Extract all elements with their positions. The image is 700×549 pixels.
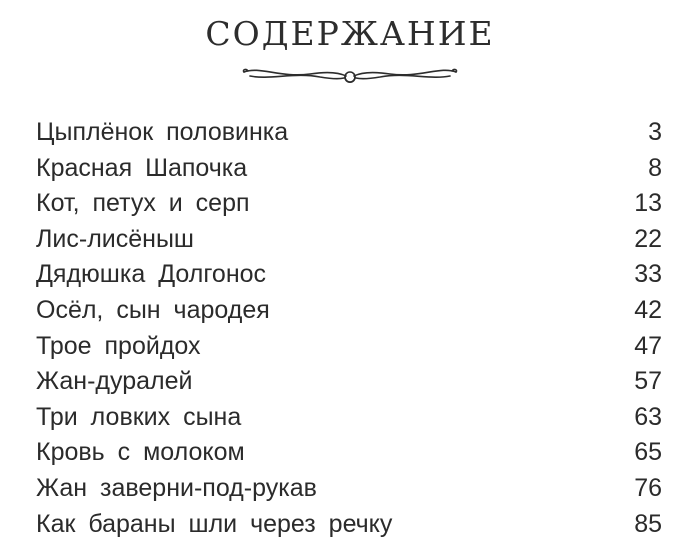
dot-leader	[207, 353, 629, 354]
toc-entry-page-number: 42	[634, 295, 662, 324]
toc-entry[interactable]	[36, 403, 662, 439]
toc-entry[interactable]	[36, 260, 662, 296]
toc-entry-page-number: 57	[634, 367, 662, 396]
toc-entry-title: Жан заверни-под-рукав	[36, 473, 317, 502]
toc-entry-title: Красная Шапочка	[36, 153, 248, 182]
toc-entry[interactable]	[36, 367, 662, 403]
toc-entry-page-number: 8	[648, 153, 662, 182]
page-title: СОДЕРЖАНИЕ	[205, 14, 495, 53]
toc-entry[interactable]	[36, 474, 662, 510]
toc-entry-page-number: 3	[648, 118, 662, 146]
dot-leader	[294, 139, 629, 140]
dot-leader	[398, 531, 629, 532]
toc-entry-title: Кот, петух и серп	[36, 189, 250, 218]
toc-entry-page-number: 63	[634, 402, 662, 431]
dot-leader	[247, 424, 629, 425]
toc-entry-title: Трое пройдох	[36, 331, 201, 360]
toc-entry-title: Лис-лисёныш	[36, 224, 194, 253]
toc-entry-page-number: 13	[634, 189, 662, 218]
toc-entry-title: Как бараны шли через речку	[36, 509, 393, 538]
toc-entry-title: Кровь с молоком	[36, 438, 245, 467]
decorative-flourish-icon	[240, 62, 460, 88]
toc-entry[interactable]	[36, 118, 662, 154]
toc-entry[interactable]	[36, 296, 662, 332]
toc-entry-page-number: 76	[634, 473, 662, 502]
toc-entry[interactable]	[36, 154, 662, 190]
dot-leader	[256, 210, 629, 211]
toc-entry-title: Жан-дуралей	[36, 367, 193, 396]
toc-entry[interactable]	[36, 510, 662, 546]
dot-leader	[198, 388, 629, 389]
toc-entry-page-number: 47	[634, 331, 662, 360]
dot-leader	[272, 281, 629, 282]
toc-entry[interactable]	[36, 189, 662, 225]
toc-entry-title: Цыплёнок половинка	[36, 118, 289, 146]
dot-leader	[276, 317, 629, 318]
toc-entry-page-number: 22	[634, 224, 662, 253]
dot-leader	[251, 459, 629, 460]
toc-entry-page-number: 33	[634, 260, 662, 289]
toc-entry-title: Осёл, сын чародея	[36, 295, 270, 324]
dot-leader	[253, 175, 629, 176]
toc-entry[interactable]	[36, 225, 662, 261]
toc-entry[interactable]	[36, 332, 662, 368]
toc-entry-title: Три ловких сына	[36, 402, 242, 431]
toc-entry-page-number: 85	[634, 509, 662, 538]
dot-leader	[323, 495, 629, 496]
table-of-contents	[36, 118, 662, 545]
toc-entry-title: Дядюшка Долгонос	[36, 260, 267, 289]
toc-entry-page-number: 65	[634, 438, 662, 467]
toc-entry[interactable]	[36, 438, 662, 474]
dot-leader	[200, 246, 629, 247]
